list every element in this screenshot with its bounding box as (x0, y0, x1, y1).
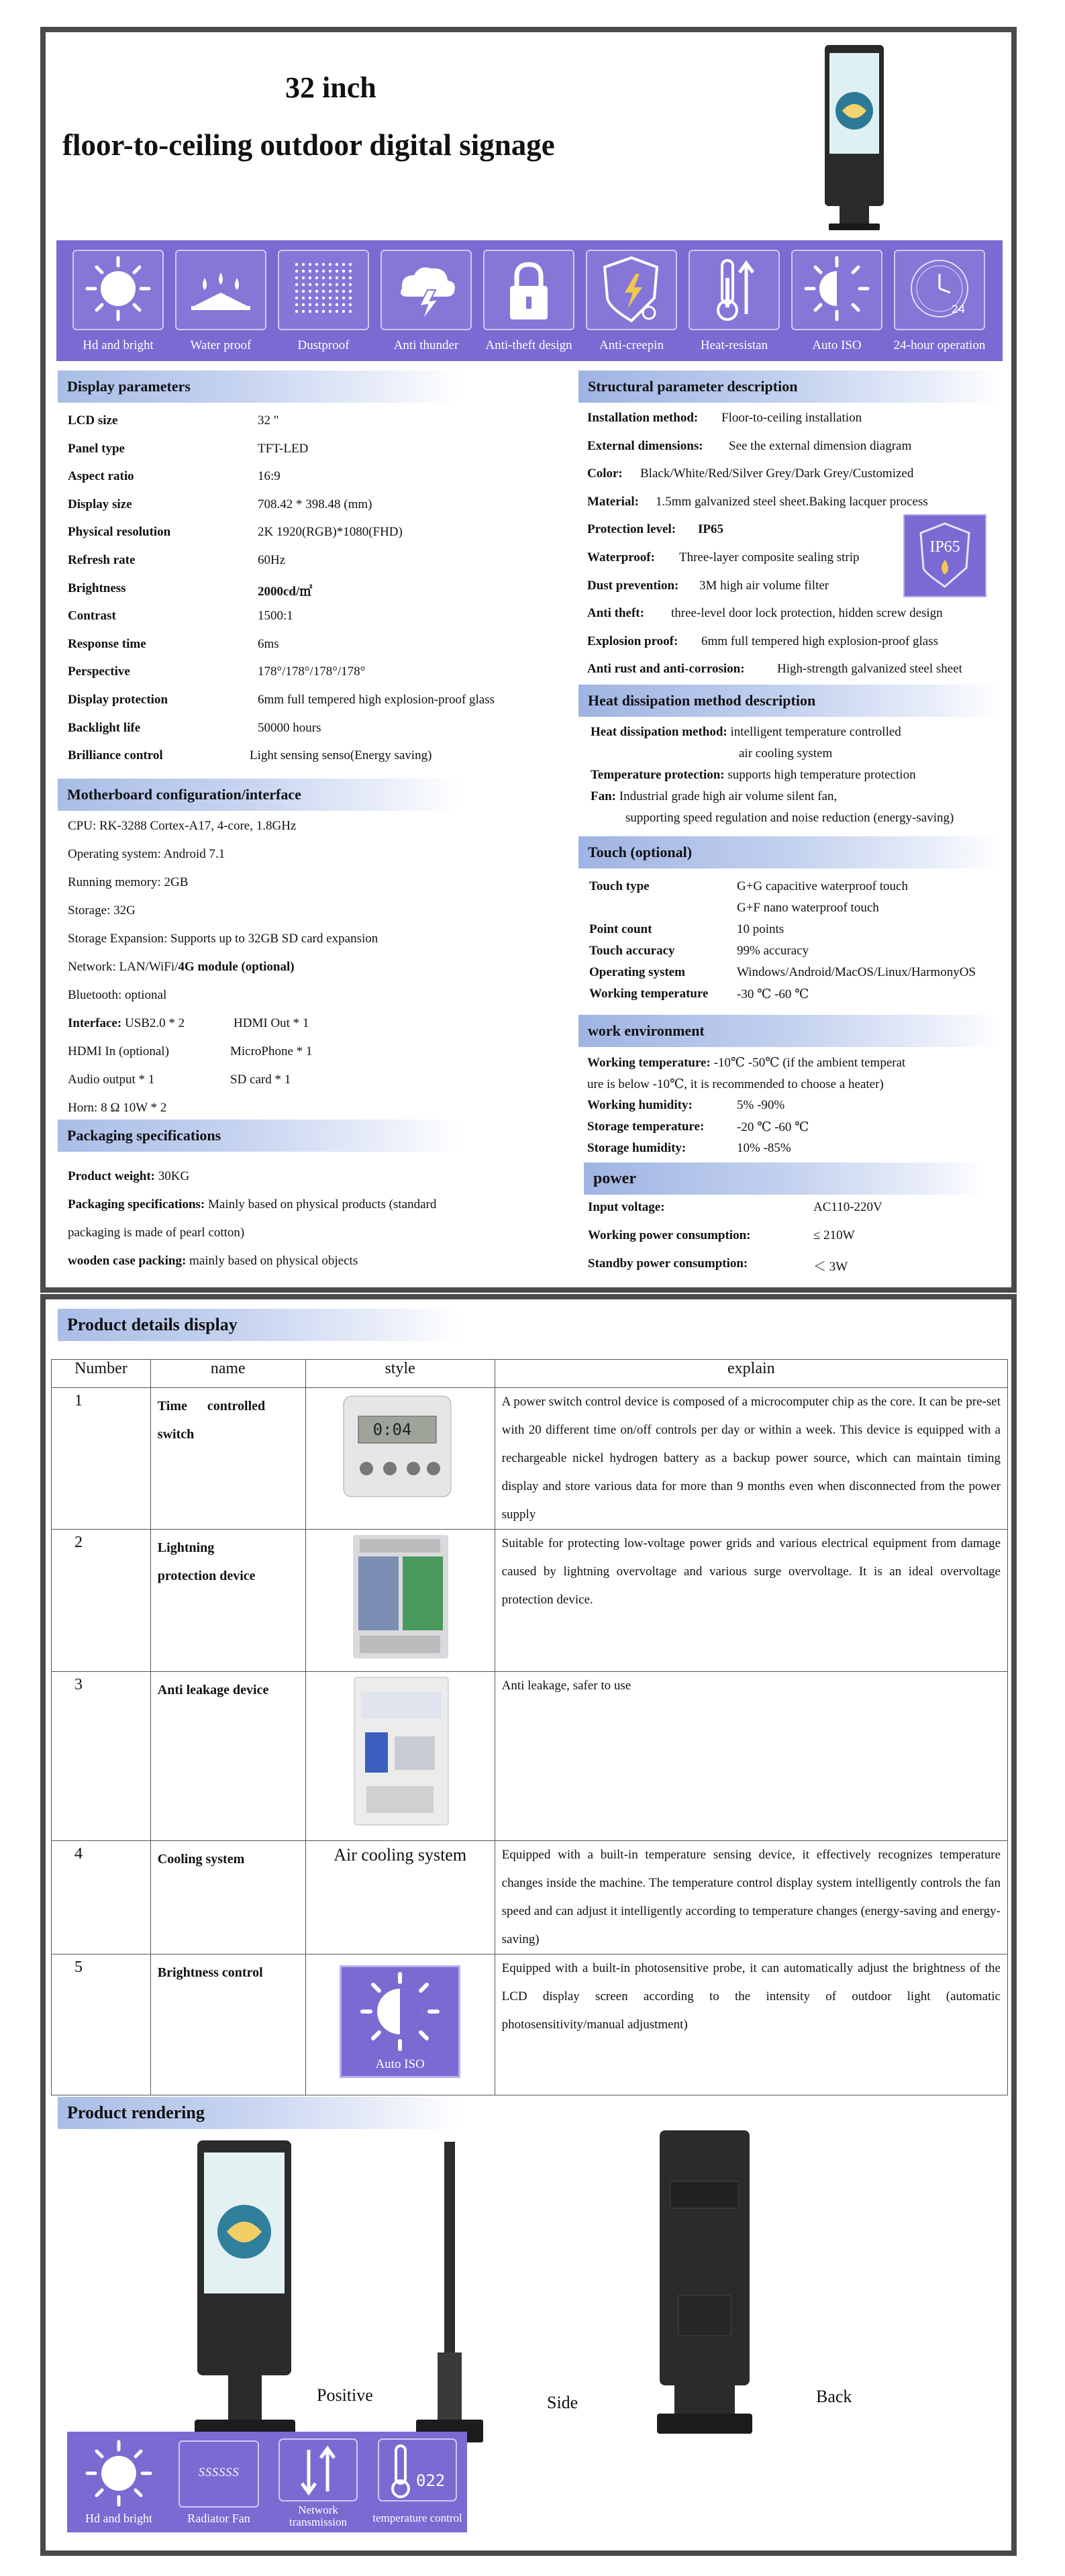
fan-art-text: ssssss (198, 2461, 240, 2480)
table-row (52, 1841, 1008, 1954)
pkg-weight (68, 1169, 189, 1184)
heat-temp-value: supports high temperature protection (727, 768, 916, 782)
structural-value: 1.5mm galvanized steel sheet.Baking lacquer process (656, 494, 928, 509)
fan-icon (179, 2440, 259, 2508)
mb-bluetooth: Bluetooth: optional (68, 988, 167, 1002)
display-param-value: 1500:1 (258, 609, 293, 624)
structural-row (587, 606, 644, 621)
display-param-label: LCD size (68, 413, 118, 428)
touch-wt-value: -30 ℃ -60 ℃ (737, 987, 809, 1001)
mb-sd-card: SD card * 1 (230, 1073, 291, 1087)
network-arrows-icon (275, 2436, 361, 2504)
heat-temp-label: Temperature protection: (591, 768, 725, 782)
env-wh-value: 5% -90% (737, 1098, 785, 1112)
mb-network-bold: 4G module (optional) (178, 960, 295, 974)
row3-explain: Anti leakage, safer to use (501, 1679, 631, 1693)
mb-microphone: MicroPhone * 1 (230, 1044, 313, 1058)
display-param-label: Response time (68, 636, 146, 651)
structural-row (587, 550, 655, 565)
structural-row (587, 466, 623, 481)
cell-number (52, 1841, 151, 1954)
pkg-spec-line2: packaging is made of pearl cotton) (68, 1226, 245, 1240)
structural-label: Anti rust and anti-corrosion: (587, 662, 745, 677)
structural-label: Material: (587, 494, 640, 509)
mb-hdmi-in: HDMI In (optional) (68, 1044, 169, 1058)
cell-explain (495, 1954, 1007, 2095)
mb-interface-label: Interface: (68, 1016, 122, 1030)
row4-style-text: Air cooling system (334, 1845, 467, 1865)
display-param-value: Light sensing senso(Energy saving) (250, 748, 432, 763)
render-back-caption: Back (816, 2387, 852, 2406)
cell-number (52, 1530, 151, 1672)
touch-type-value-1: G+G capacitive waterproof touch (737, 879, 908, 893)
cell-style (305, 1954, 495, 2095)
env-sh-label: Storage humidity: (587, 1141, 687, 1155)
structural-label: Installation method: (587, 411, 699, 425)
feature-icon-label: Anti thunder (393, 338, 459, 352)
cell-explain (495, 1672, 1007, 1841)
feature-icon-tile (175, 250, 266, 330)
structural-value: IP65 (698, 522, 723, 537)
cell-name (150, 1672, 305, 1841)
row1-name-2: switch (157, 1427, 195, 1442)
heat-fan-line2: supporting speed regulation and noise reduction (energy-saving) (625, 811, 954, 825)
pkg-spec-label: Packaging specifications: (68, 1197, 205, 1211)
power-in-value: AC110-220V (813, 1200, 882, 1214)
cell-name (150, 1954, 305, 2095)
display-param-value: 50000 hours (258, 720, 321, 735)
row3-name-1: Anti leakage device (157, 1683, 269, 1697)
row5-explain: Equipped with a built-in photosensitive probe, it can automatically adjust the brightness of the LCD display screen according to the intensity of outdoor light (automatic photosensitivity/manual adjustment) (501, 1961, 1001, 2032)
cell-name (150, 1841, 305, 1954)
feature-icon-tile (483, 250, 574, 330)
half-sun-icon (793, 251, 881, 329)
display-param-value: 178°/178°/178°/178° (258, 664, 366, 679)
display-param-value: 708.42 * 398.48 (mm) (258, 497, 372, 511)
clock-icon (895, 251, 984, 329)
render-side-caption: Side (547, 2393, 578, 2412)
table-row (52, 1388, 1008, 1530)
feature-icon-tile (72, 250, 164, 330)
display-param-label: Aspect ratio (68, 469, 134, 484)
feature-icon-tile (586, 250, 677, 330)
section-header-power: power (584, 1162, 986, 1195)
table-row (52, 1954, 1008, 2095)
table-header-row (52, 1360, 1008, 1388)
power-sp-value: ＜ 3W (813, 1260, 848, 1274)
display-param-value: 6mm full tempered high explosion-proof glass (258, 693, 495, 707)
feature-icon-label: Anti-theft design (485, 338, 572, 352)
section-header-touch: Touch (optional) (578, 836, 1000, 869)
heat-fan (591, 789, 837, 804)
cell-style (305, 1530, 495, 1672)
thunder-cloud-icon (382, 251, 470, 329)
feature-icon-label: Anti-creepin (599, 338, 664, 352)
touch-os-label: Operating system (589, 965, 686, 979)
th-number: Number (52, 1360, 151, 1388)
touch-os-value: Windows/Android/MacOS/Linux/HarmonyOS (737, 965, 976, 979)
table-row (52, 1672, 1008, 1841)
cell-style (305, 1388, 495, 1530)
heat-method-line2: air cooling system (739, 746, 833, 760)
structural-value: High-strength galvanized steel sheet (777, 662, 962, 677)
th-style: style (305, 1360, 495, 1388)
touch-point-value: 10 points (737, 922, 784, 936)
mb-os: Operating system: Android 7.1 (68, 847, 225, 861)
feature-icon-label: Hd and bright (83, 338, 154, 352)
mb-hdmi-out: HDMI Out * 1 (234, 1016, 309, 1030)
structural-value: 6mm full tempered high explosion-proof glass (701, 634, 939, 648)
structural-label: External dimensions: (587, 438, 703, 453)
display-param-value: 16:9 (258, 469, 281, 484)
pkg-spec (68, 1197, 436, 1212)
feature-icon-tile (894, 250, 985, 330)
pkg-weight-value: 30KG (158, 1169, 190, 1183)
power-wp-value: ≤ 210W (813, 1228, 855, 1242)
cell-name (150, 1530, 305, 1672)
render-back-image (654, 2128, 755, 2436)
row2-explain: Suitable for protecting low-voltage power grids and various electrical equipment from damage caused by lightning overvoltage and various surge overvoltage. It is an ideal overvoltage protection device. (501, 1536, 1001, 1607)
cell-explain (495, 1841, 1007, 1954)
feature-icon-label: 24-hour operation (893, 338, 986, 352)
feature-icon-label: Heat-resistan (700, 338, 768, 352)
mb-storage: Storage: 32G (68, 903, 136, 918)
structural-value: See the external dimension diagram (729, 438, 912, 453)
display-param-label: Brightness (68, 581, 126, 595)
bottom-icon-sun (76, 2436, 162, 2526)
display-param-value: 6ms (258, 636, 279, 651)
mb-expansion: Storage Expansion: Supports up to 32GB SD card expansion (68, 932, 378, 946)
feature-icon-tile (278, 250, 369, 330)
display-param-label: Perspective (68, 664, 130, 679)
touch-type-value-2: G+F nano waterproof touch (737, 901, 879, 915)
feature-icon-label: Auto ISO (812, 338, 862, 352)
display-param-value: 32 " (258, 413, 279, 428)
section-header-motherboard: Motherboard configuration/interface (58, 779, 460, 811)
cell-style (305, 1841, 495, 1954)
display-param-value: TFT-LED (258, 441, 309, 456)
heat-fan-value-1: Industrial grade high air volume silent fan, (619, 789, 838, 803)
display-param-value: 2K 1920(RGB)*1080(FHD) (258, 525, 403, 540)
section-header-packaging: Packaging specifications (58, 1120, 460, 1152)
pkg-weight-label: Product weight: (68, 1169, 155, 1183)
thermo-art-text: 022 (416, 2471, 446, 2490)
ip65-badge-label: IP65 (929, 538, 960, 556)
section-header-work-env: work environment (578, 1015, 1000, 1047)
half-sun-icon (342, 1967, 458, 2054)
structural-value: Three-layer composite sealing strip (679, 550, 860, 564)
cell-explain (495, 1530, 1007, 1672)
env-wt (587, 1055, 905, 1071)
pkg-wooden-value: mainly based on physical objects (189, 1254, 358, 1268)
display-param-label: Contrast (68, 609, 116, 624)
structural-row (587, 522, 676, 537)
mb-cpu: CPU: RK-3288 Cortex-A17, 4-core, 1.8GHz (68, 819, 297, 833)
structural-row (587, 411, 698, 426)
env-wt-value-1: -10℃ -50℃ (if the ambient temperat (713, 1056, 906, 1070)
display-param-label: Physical resolution (68, 525, 171, 540)
timer-switch-image (306, 1388, 495, 1509)
touch-wt-label: Working temperature (589, 987, 709, 1001)
sun-icon (76, 2436, 162, 2510)
structural-label: Explosion proof: (587, 634, 678, 648)
row1-name-1: Time controlled (157, 1399, 266, 1414)
th-name: name (150, 1360, 305, 1388)
display-param-label: Panel type (68, 441, 125, 456)
cell-number (52, 1672, 151, 1841)
ip65-badge (903, 514, 986, 597)
display-param-label: Display protection (68, 693, 168, 707)
pkg-wooden (68, 1254, 358, 1269)
feature-icon-tile (381, 250, 472, 330)
structural-value: Floor-to-ceiling installation (721, 411, 862, 425)
th-explain: explain (495, 1360, 1007, 1388)
surge-protector-image (306, 1530, 495, 1668)
heat-method-label: Heat dissipation method: (591, 725, 727, 739)
page-title-line1: 32 inch (285, 71, 376, 104)
section-header-display-params: Display parameters (58, 370, 460, 403)
section-header-heat: Heat dissipation method description (578, 685, 1000, 717)
row1-explain: A power switch control device is composed of a microcomputer chip as the core. It can be pre-set with 20 different time on/off controls per day or within a week. This device is equipped with a rechargeable nickel hydrogen battery as a backup power source, which can maintain timing display and store various data for more than 9 months even when disconnected from the power supply (501, 1395, 1001, 1522)
structural-label: Protection level: (587, 522, 676, 537)
timer-lcd-text: 0:04 (372, 1420, 412, 1439)
display-param-label: Brilliance control (68, 748, 163, 763)
bottom-icon-network (275, 2436, 361, 2526)
mb-network-prefix: Network: LAN/WiFi/ (68, 960, 179, 974)
mb-interface-usb: USB2.0 * 2 (124, 1016, 185, 1030)
render-positive-caption: Positive (317, 2385, 373, 2405)
structural-value: 3M high air volume filter (699, 578, 829, 593)
touch-acc-value: 99% accuracy (737, 944, 809, 958)
env-wt-line2: ure is below -10℃, it is recommended to choose a heater) (587, 1077, 884, 1091)
bottom-icon-thermo-label: temperature control (372, 2512, 462, 2524)
leakage-breaker-image (306, 1672, 495, 1837)
structural-label: Color: (587, 466, 623, 481)
cell-explain (495, 1388, 1007, 1530)
shield-icon (587, 251, 676, 329)
cell-style (305, 1672, 495, 1841)
svg-text:24: 24 (952, 303, 966, 315)
mb-horn: Horn: 8 Ω 10W * 2 (68, 1101, 167, 1115)
row1-number: 1 (74, 1392, 83, 1409)
product-thumbnail (815, 44, 893, 232)
env-wh-label: Working humidity: (587, 1098, 693, 1112)
power-sp-label: Standby power consumption: (588, 1256, 748, 1271)
feature-icon-label: Dustproof (297, 338, 350, 352)
pkg-spec-value-1: Mainly based on physical products (standard (208, 1197, 437, 1211)
mb-network (68, 960, 295, 975)
structural-value: Black/White/Red/Silver Grey/Dark Grey/Customized (640, 466, 914, 481)
page-title-line2: floor-to-ceiling outdoor digital signage (62, 128, 555, 162)
bottom-icon-network-label-1: Network (298, 2504, 338, 2516)
structural-row (587, 579, 678, 593)
env-st-label: Storage temperature: (587, 1120, 705, 1134)
row4-name-1: Cooling system (157, 1852, 245, 1867)
mb-audio-out: Audio output * 1 (68, 1073, 155, 1087)
heat-temp (591, 768, 916, 783)
structural-row (587, 662, 745, 677)
power-in-label: Input voltage: (588, 1200, 665, 1214)
section-header-rendering: Product rendering (58, 2097, 460, 2129)
cell-name (150, 1388, 305, 1530)
display-param-label: Display size (68, 497, 132, 511)
structural-label: Waterproof: (587, 550, 655, 564)
structural-label: Dust prevention: (587, 578, 679, 593)
mb-interface (68, 1016, 185, 1031)
heat-fan-label: Fan: (591, 789, 616, 803)
product-details-table (51, 1359, 1008, 2095)
power-wp-label: Working power consumption: (588, 1228, 751, 1242)
row4-number: 4 (74, 1845, 83, 1863)
bottom-icon-fan-label: Radiator Fan (187, 2512, 250, 2525)
display-param-value: 2000cd/㎡ (258, 584, 313, 599)
touch-acc-label: Touch accuracy (589, 944, 675, 958)
section-header-product-details: Product details display (58, 1309, 460, 1341)
structural-label: Anti theft: (587, 606, 644, 621)
section-header-structural: Structural parameter description (578, 370, 1000, 403)
touch-type-label: Touch type (589, 879, 650, 893)
display-param-label: Refresh rate (68, 553, 136, 567)
water-drops-icon (176, 251, 265, 329)
structural-row (587, 495, 639, 509)
table-row (52, 1530, 1008, 1672)
touch-point-label: Point count (589, 922, 652, 936)
pkg-wooden-label: wooden case packing: (68, 1254, 187, 1268)
auto-iso-tile-label: Auto ISO (375, 2057, 425, 2071)
row5-name-1: Brightness control (157, 1965, 263, 1980)
cell-number (52, 1388, 151, 1530)
thermometer-icon (690, 251, 778, 329)
env-wt-label: Working temperature: (587, 1056, 711, 1070)
env-st-value: -20 ℃ -60 ℃ (737, 1120, 809, 1134)
render-positive-image (188, 2138, 302, 2446)
auto-iso-tile (340, 1965, 460, 2078)
padlock-icon (485, 251, 573, 329)
feature-icon-tile (791, 250, 882, 330)
row5-number: 5 (74, 1959, 83, 1976)
dust-grid-icon (279, 251, 368, 329)
env-sh-value: 10% -85% (737, 1141, 791, 1155)
display-param-value: 60Hz (258, 553, 286, 567)
row2-number: 2 (74, 1534, 83, 1551)
feature-icon-label: Water proof (190, 338, 252, 352)
heat-method (591, 725, 901, 740)
row2-name-2: protection device (157, 1569, 256, 1583)
cell-number (52, 1954, 151, 2095)
mb-ram: Running memory: 2GB (68, 875, 189, 889)
row2-name-1: Lightning (157, 1540, 215, 1555)
structural-row (587, 439, 703, 454)
bottom-icon-fan (176, 2436, 262, 2526)
row4-explain: Equipped with a built-in temperature sensing device, it effectively recognizes temperature changes inside the machine. The temperature control display system intelligently controls the fan speed and can adjust it intelligently according to temperature changes (energy-saving and energy-saving) (501, 1848, 1001, 1946)
structural-value: three-level door lock protection, hidden screw design (671, 606, 943, 621)
display-param-label: Backlight life (68, 720, 141, 735)
heat-method-value-1: intelligent temperature controlled (730, 725, 901, 739)
bottom-icon-sun-label: Hd and bright (85, 2512, 152, 2525)
thermometer-icon (374, 2436, 460, 2504)
structural-row (587, 634, 678, 649)
row3-number: 3 (74, 1676, 83, 1693)
render-side-image (407, 2138, 494, 2446)
sun-icon (74, 251, 162, 329)
feature-icon-tile (689, 250, 780, 330)
bottom-icon-network-label-2: transmission (289, 2516, 347, 2528)
bottom-icon-thermo (374, 2436, 460, 2526)
